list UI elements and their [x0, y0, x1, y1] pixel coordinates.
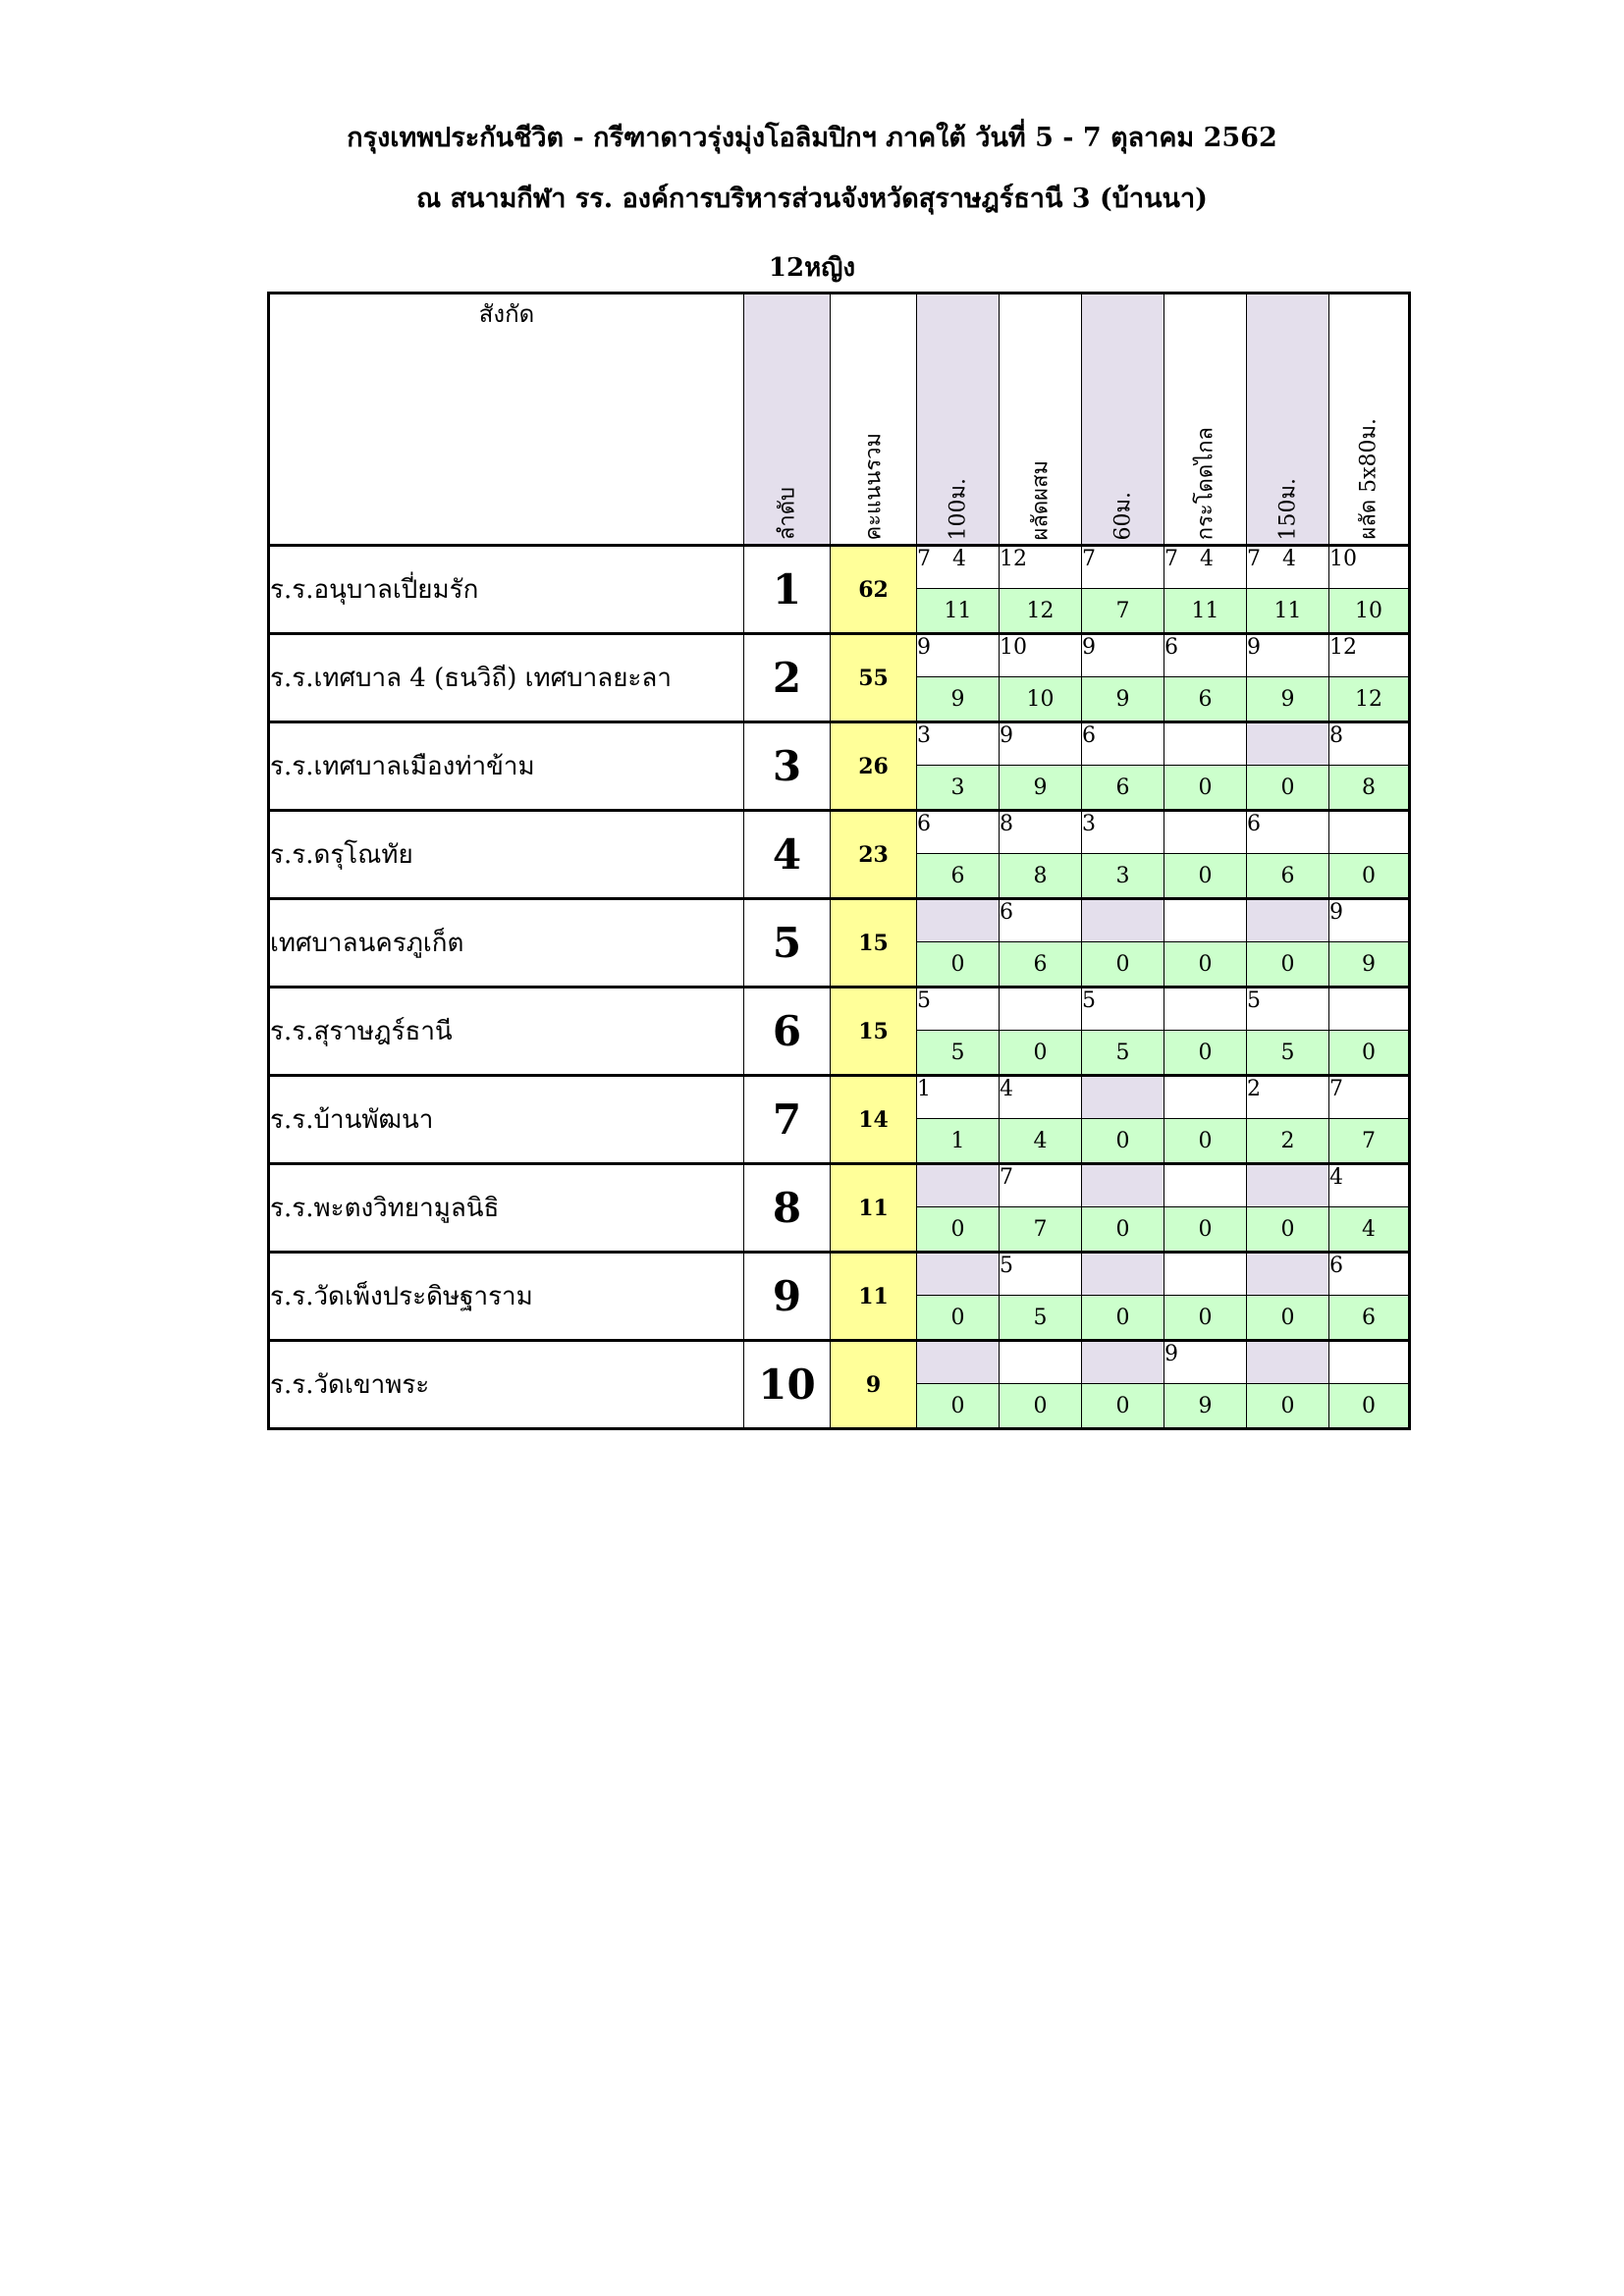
- placement-value: 7: [1082, 547, 1096, 571]
- rank-value: 2: [744, 634, 831, 722]
- points-cell: 0: [1247, 1296, 1329, 1341]
- points-cell: 5: [1082, 1031, 1164, 1076]
- total-score: 14: [831, 1076, 917, 1164]
- header-row: [269, 294, 1410, 546]
- points-cell: 5: [1000, 1296, 1082, 1341]
- placement-cell: [1082, 899, 1164, 942]
- placement-cell: [1082, 722, 1164, 766]
- affiliation-name: ร.ร.อนุบาลเปี่ยมรัก: [269, 546, 744, 634]
- placement-cell: [1329, 634, 1410, 677]
- points-cell: 9: [1082, 677, 1164, 722]
- placement-value: 4: [1329, 1165, 1343, 1190]
- points-cell: 0: [917, 1296, 1000, 1341]
- placement-value: 7: [1329, 1077, 1343, 1101]
- points-cell: 4: [1329, 1207, 1410, 1253]
- total-score: 23: [831, 811, 917, 899]
- points-cell: 0: [1082, 1207, 1164, 1253]
- placement-cell: [1247, 634, 1329, 677]
- affiliation-name: เทศบาลนครภูเก็ต: [269, 899, 744, 988]
- placement-value: 9: [1329, 900, 1343, 925]
- placement-cell: [1164, 988, 1247, 1031]
- placement-value: 3: [917, 723, 931, 748]
- team-row-raw: [269, 1164, 1410, 1207]
- placement-cell: [1082, 546, 1164, 589]
- rank-header: [744, 294, 831, 546]
- points-cell: 0: [1082, 1384, 1164, 1429]
- placement-cell: [917, 988, 1000, 1031]
- rank-value: 4: [744, 811, 831, 899]
- rank-value: 8: [744, 1164, 831, 1253]
- total-score: 15: [831, 899, 917, 988]
- team-row-raw: [269, 899, 1410, 942]
- placement-cell: [1329, 988, 1410, 1031]
- team-row-raw: [269, 811, 1410, 854]
- rank-value: 3: [744, 722, 831, 811]
- placement-cell: [1329, 722, 1410, 766]
- placement-cell: [1329, 811, 1410, 854]
- affiliation-name: ร.ร.เทศบาล 4 (ธนวิถี) เทศบาลยะลา: [269, 634, 744, 722]
- event-header-60m: [1082, 294, 1164, 546]
- points-cell: 12: [1000, 589, 1082, 634]
- points-cell: 0: [1164, 1296, 1247, 1341]
- results-table: [267, 292, 1411, 1430]
- placement-cell: [1000, 1164, 1082, 1207]
- placement-value: 4: [1200, 547, 1214, 571]
- event-header-label: ผลัด 5x80ม.: [1356, 418, 1381, 540]
- placement-cell: [1329, 1076, 1410, 1119]
- placement-cell: [917, 634, 1000, 677]
- placement-value: 7: [917, 547, 931, 571]
- placement-value: 8: [1329, 723, 1343, 748]
- points-cell: 0: [1082, 1296, 1164, 1341]
- placement-cell: [1247, 899, 1329, 942]
- event-header-150m: [1247, 294, 1329, 546]
- points-cell: 2: [1247, 1119, 1329, 1164]
- placement-cell: [1164, 1253, 1247, 1296]
- placement-cell: [917, 1076, 1000, 1119]
- placement-cell: [1329, 546, 1410, 589]
- placement-cell: [1164, 1076, 1247, 1119]
- placement-cell: [1082, 1253, 1164, 1296]
- placement-cell: [1247, 1341, 1329, 1384]
- placement-value: 3: [1082, 812, 1096, 836]
- event-header-label: 100ม.: [946, 477, 970, 540]
- points-cell: 6: [1164, 677, 1247, 722]
- affiliation-name: ร.ร.สุราษฎร์ธานี: [269, 988, 744, 1076]
- event-header-medley-relay: [1000, 294, 1082, 546]
- points-cell: 8: [1329, 766, 1410, 811]
- team-row-raw: [269, 988, 1410, 1031]
- placement-value: 7: [1247, 547, 1261, 571]
- points-cell: 1: [917, 1119, 1000, 1164]
- points-cell: 9: [917, 677, 1000, 722]
- placement-value: 9: [1082, 635, 1096, 660]
- placement-cell: [1164, 811, 1247, 854]
- total-score: 11: [831, 1164, 917, 1253]
- rank-value: 7: [744, 1076, 831, 1164]
- placement-cell: [917, 1341, 1000, 1384]
- event-header-100m: [917, 294, 1000, 546]
- placement-value: 8: [1000, 812, 1013, 836]
- placement-cell: [1000, 988, 1082, 1031]
- points-cell: 8: [1000, 854, 1082, 899]
- placement-value: 6: [1000, 900, 1013, 925]
- points-cell: 9: [1329, 942, 1410, 988]
- placement-cell: [917, 1253, 1000, 1296]
- points-cell: 4: [1000, 1119, 1082, 1164]
- placement-value: 12: [1329, 635, 1357, 660]
- points-cell: 0: [1247, 942, 1329, 988]
- placement-value: 5: [1082, 988, 1096, 1013]
- total-score: 55: [831, 634, 917, 722]
- rank-value: 1: [744, 546, 831, 634]
- placement-value: 5: [1000, 1254, 1013, 1278]
- points-cell: 0: [1164, 1031, 1247, 1076]
- points-cell: 0: [1247, 1207, 1329, 1253]
- placement-cell: [917, 1164, 1000, 1207]
- page-title: กรุงเทพประกันชีวิต - กรีฑาดาวรุ่งมุ่งโอลิมปิกฯ ภาคใต้ วันที่ 5 - 7 ตุลาคม 2562: [347, 123, 1277, 153]
- team-row-raw: [269, 1076, 1410, 1119]
- rank-value: 6: [744, 988, 831, 1076]
- points-cell: 0: [1164, 1207, 1247, 1253]
- points-cell: 0: [1164, 854, 1247, 899]
- placement-cell: [1000, 546, 1082, 589]
- team-row-raw: [269, 722, 1410, 766]
- points-cell: 0: [1000, 1031, 1082, 1076]
- placement-cell: [1247, 1253, 1329, 1296]
- points-cell: 3: [917, 766, 1000, 811]
- total-score: 9: [831, 1341, 917, 1429]
- points-cell: 11: [917, 589, 1000, 634]
- placement-cell: [1247, 1076, 1329, 1119]
- points-cell: 9: [1247, 677, 1329, 722]
- event-header-label: 150ม.: [1275, 477, 1300, 540]
- placement-cell: [1164, 899, 1247, 942]
- rank-header-label: ลำดับ: [775, 486, 799, 540]
- placement-cell: [1000, 1076, 1082, 1119]
- total-score: 15: [831, 988, 917, 1076]
- affiliation-header: สังกัด: [269, 294, 744, 546]
- placement-cell: [1164, 634, 1247, 677]
- placement-value: 9: [1164, 1342, 1178, 1366]
- points-cell: 3: [1082, 854, 1164, 899]
- points-cell: 6: [1082, 766, 1164, 811]
- score-header-label: คะแนนรวม: [861, 432, 886, 540]
- points-cell: 0: [1247, 766, 1329, 811]
- placement-cell: [1082, 1164, 1164, 1207]
- placement-value: 6: [1164, 635, 1178, 660]
- points-cell: 12: [1329, 677, 1410, 722]
- placement-value: 6: [1247, 812, 1261, 836]
- placement-cell: [1082, 988, 1164, 1031]
- placement-value: 4: [1000, 1077, 1013, 1101]
- placement-cell: [1000, 634, 1082, 677]
- rank-value: 5: [744, 899, 831, 988]
- affiliation-name: ร.ร.พะตงวิทยามูลนิธิ: [269, 1164, 744, 1253]
- placement-value: 6: [917, 812, 931, 836]
- placement-value: 9: [1247, 635, 1261, 660]
- affiliation-name: ร.ร.วัดเพ็งประดิษฐาราม: [269, 1253, 744, 1341]
- points-cell: 10: [1000, 677, 1082, 722]
- placement-cell: [1247, 1164, 1329, 1207]
- points-cell: 0: [1082, 942, 1164, 988]
- points-cell: 0: [917, 1207, 1000, 1253]
- placement-value: 5: [1247, 988, 1261, 1013]
- category-label: 12หญิง: [768, 253, 856, 283]
- points-cell: 0: [917, 1384, 1000, 1429]
- affiliation-name: ร.ร.ดรุโณทัย: [269, 811, 744, 899]
- score-header: [831, 294, 917, 546]
- points-cell: 7: [1000, 1207, 1082, 1253]
- placement-cell: [917, 722, 1000, 766]
- placement-value: 7: [1164, 547, 1178, 571]
- venue-subtitle: ณ สนามกีฬา รร. องค์การบริหารส่วนจังหวัดสุราษฎร์ธานี 3 (บ้านนา): [416, 184, 1208, 214]
- placement-cell: [1247, 546, 1329, 589]
- placement-cell: [1247, 722, 1329, 766]
- team-row-raw: [269, 1253, 1410, 1296]
- placement-cell: [917, 899, 1000, 942]
- points-cell: 6: [1247, 854, 1329, 899]
- points-cell: 6: [1000, 942, 1082, 988]
- rank-value: 10: [744, 1341, 831, 1429]
- event-header-5x80-relay: [1329, 294, 1410, 546]
- team-row-raw: [269, 634, 1410, 677]
- team-row-raw: [269, 546, 1410, 589]
- points-cell: 0: [1329, 1031, 1410, 1076]
- event-header-label: ผลัดผสม: [1028, 459, 1053, 540]
- total-score: 26: [831, 722, 917, 811]
- points-cell: 0: [917, 942, 1000, 988]
- placement-cell: [1164, 546, 1247, 589]
- placement-value: 2: [1247, 1077, 1261, 1101]
- affiliation-name: ร.ร.วัดเขาพระ: [269, 1341, 744, 1429]
- placement-value: 9: [917, 635, 931, 660]
- points-cell: 0: [1000, 1384, 1082, 1429]
- total-score: 62: [831, 546, 917, 634]
- points-cell: 6: [917, 854, 1000, 899]
- placement-value: 7: [1000, 1165, 1013, 1190]
- placement-cell: [1329, 899, 1410, 942]
- placement-cell: [1164, 722, 1247, 766]
- placement-cell: [1247, 811, 1329, 854]
- points-cell: 0: [1247, 1384, 1329, 1429]
- points-cell: 10: [1329, 589, 1410, 634]
- placement-cell: [1082, 634, 1164, 677]
- placement-cell: [1164, 1164, 1247, 1207]
- points-cell: 0: [1164, 1119, 1247, 1164]
- points-cell: 5: [1247, 1031, 1329, 1076]
- points-cell: 7: [1082, 589, 1164, 634]
- affiliation-name: ร.ร.บ้านพัฒนา: [269, 1076, 744, 1164]
- placement-value: 4: [1282, 547, 1296, 571]
- placement-cell: [1329, 1253, 1410, 1296]
- points-cell: 0: [1329, 854, 1410, 899]
- placement-value: 6: [1082, 723, 1096, 748]
- points-cell: 0: [1164, 766, 1247, 811]
- points-cell: 9: [1164, 1384, 1247, 1429]
- points-cell: 0: [1164, 942, 1247, 988]
- placement-cell: [1000, 899, 1082, 942]
- placement-cell: [1329, 1341, 1410, 1384]
- rank-value: 9: [744, 1253, 831, 1341]
- event-header-long-jump: [1164, 294, 1247, 546]
- placement-value: 6: [1329, 1254, 1343, 1278]
- placement-cell: [1082, 1076, 1164, 1119]
- placement-cell: [1000, 1341, 1082, 1384]
- placement-value: 1: [917, 1077, 931, 1101]
- placement-cell: [1082, 811, 1164, 854]
- points-cell: 11: [1164, 589, 1247, 634]
- team-row-raw: [269, 1341, 1410, 1384]
- placement-cell: [1082, 1341, 1164, 1384]
- placement-cell: [1000, 1253, 1082, 1296]
- placement-value: 12: [1000, 547, 1027, 571]
- event-header-label: 60ม.: [1110, 491, 1135, 540]
- placement-value: 5: [917, 988, 931, 1013]
- points-cell: 7: [1329, 1119, 1410, 1164]
- points-cell: 0: [1329, 1384, 1410, 1429]
- placement-cell: [1329, 1164, 1410, 1207]
- placement-value: 10: [1329, 547, 1357, 571]
- placement-cell: [917, 546, 1000, 589]
- points-cell: 5: [917, 1031, 1000, 1076]
- placement-cell: [1164, 1341, 1247, 1384]
- total-score: 11: [831, 1253, 917, 1341]
- placement-value: 9: [1000, 723, 1013, 748]
- points-cell: 0: [1082, 1119, 1164, 1164]
- affiliation-name: ร.ร.เทศบาลเมืองท่าข้าม: [269, 722, 744, 811]
- placement-cell: [917, 811, 1000, 854]
- placement-cell: [1000, 811, 1082, 854]
- placement-value: 4: [952, 547, 966, 571]
- placement-cell: [1000, 722, 1082, 766]
- placement-value: 10: [1000, 635, 1027, 660]
- event-header-label: กระโดดไกล: [1193, 426, 1218, 540]
- points-cell: 9: [1000, 766, 1082, 811]
- points-cell: 11: [1247, 589, 1329, 634]
- points-cell: 6: [1329, 1296, 1410, 1341]
- placement-cell: [1247, 988, 1329, 1031]
